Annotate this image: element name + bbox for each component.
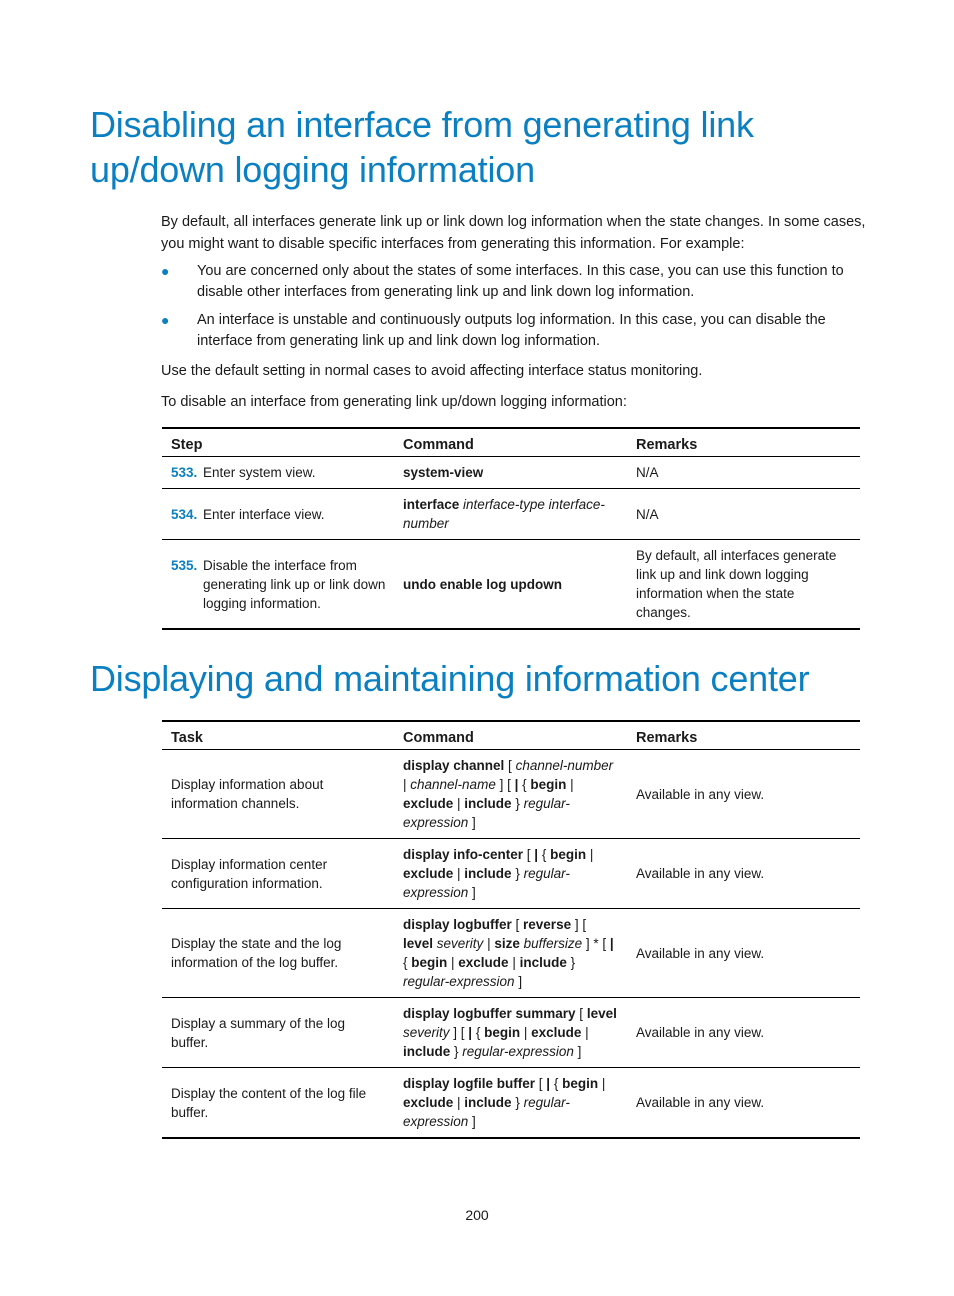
bullet-icon: ● xyxy=(161,263,170,279)
column-header: Remarks xyxy=(627,721,860,750)
section-title-display-maintain: Displaying and maintaining information center xyxy=(90,658,810,699)
list-item: ● You are concerned only about the states of some interfaces. In this case, you can use this function to disable other interfaces from generating link up and link down log information. xyxy=(161,263,844,300)
command-cell: undo enable log updown xyxy=(394,540,627,630)
command-cell: display channel [ channel-number | channel-name ] [ | { begin | exclude | include } regular-expression ] xyxy=(394,750,627,839)
table-row xyxy=(162,998,860,1068)
table-row xyxy=(162,489,860,540)
remarks-cell: N/A xyxy=(627,489,860,540)
task-cell: Display a summary of the log buffer. xyxy=(162,998,394,1068)
step-cell: 535. Disable the interface from generating link up or link down logging information. xyxy=(162,540,394,630)
column-header: Command xyxy=(394,428,627,457)
page-number: 200 xyxy=(465,1207,489,1223)
command-cell: interface interface-type interface-number xyxy=(394,489,627,540)
section-title-disable-link-logging: Disabling an interface from generating link up/down logging information xyxy=(90,104,754,190)
table-header-row xyxy=(162,721,860,750)
remarks-cell: Available in any view. xyxy=(627,998,860,1068)
remarks-cell: N/A xyxy=(627,457,860,489)
table-row xyxy=(162,839,860,909)
column-header: Task xyxy=(162,721,394,750)
remarks-cell: Available in any view. xyxy=(627,750,860,839)
steps-table xyxy=(162,427,860,630)
remarks-cell: Available in any view. xyxy=(627,839,860,909)
step-cell: 534. Enter interface view. xyxy=(162,489,394,540)
remarks-cell: By default, all interfaces generate link up and link down logging information when the state changes. xyxy=(627,540,860,630)
command-cell: display logbuffer summary [ level severity ] [ | { begin | exclude | include } regular-expression ] xyxy=(394,998,627,1068)
column-header: Remarks xyxy=(627,428,860,457)
table-header-row xyxy=(162,428,860,457)
table-row xyxy=(162,457,860,489)
remarks-cell: Available in any view. xyxy=(627,909,860,998)
list-item: ● An interface is unstable and continuously outputs log information. In this case, you can disable the interface from generating link up and link down log information. xyxy=(161,312,826,349)
column-header: Step xyxy=(162,428,394,457)
instruction-paragraph: To disable an interface from generating link up/down logging information: xyxy=(161,394,627,410)
intro-paragraph: By default, all interfaces generate link up or link down log information when the state changes. In some cases, you might want to disable specific interfaces from generating this information. For example: xyxy=(161,214,866,252)
remarks-cell: Available in any view. xyxy=(627,1068,860,1139)
task-cell: Display the content of the log file buffer. xyxy=(162,1068,394,1139)
table-row xyxy=(162,1068,860,1139)
column-header: Command xyxy=(394,721,627,750)
note-paragraph: Use the default setting in normal cases to avoid affecting interface status monitoring. xyxy=(161,363,703,379)
command-cell: system-view xyxy=(394,457,627,489)
command-cell: display logfile buffer [ | { begin | exclude | include } regular-expression ] xyxy=(394,1068,627,1139)
table-row xyxy=(162,909,860,998)
table-row xyxy=(162,750,860,839)
table-row xyxy=(162,540,860,630)
display-commands-table xyxy=(162,720,860,1139)
command-cell: display info-center [ | { begin | exclude | include } regular-expression ] xyxy=(394,839,627,909)
step-cell: 533. Enter system view. xyxy=(162,457,394,489)
bullet-icon: ● xyxy=(161,312,170,328)
task-cell: Display the state and the log information of the log buffer. xyxy=(162,909,394,998)
command-cell: display logbuffer [ reverse ] [ level severity | size buffersize ] * [ | { begin | exclude | include } regular-expression ] xyxy=(394,909,627,998)
task-cell: Display information about information channels. xyxy=(162,750,394,839)
task-cell: Display information center configuration information. xyxy=(162,839,394,909)
